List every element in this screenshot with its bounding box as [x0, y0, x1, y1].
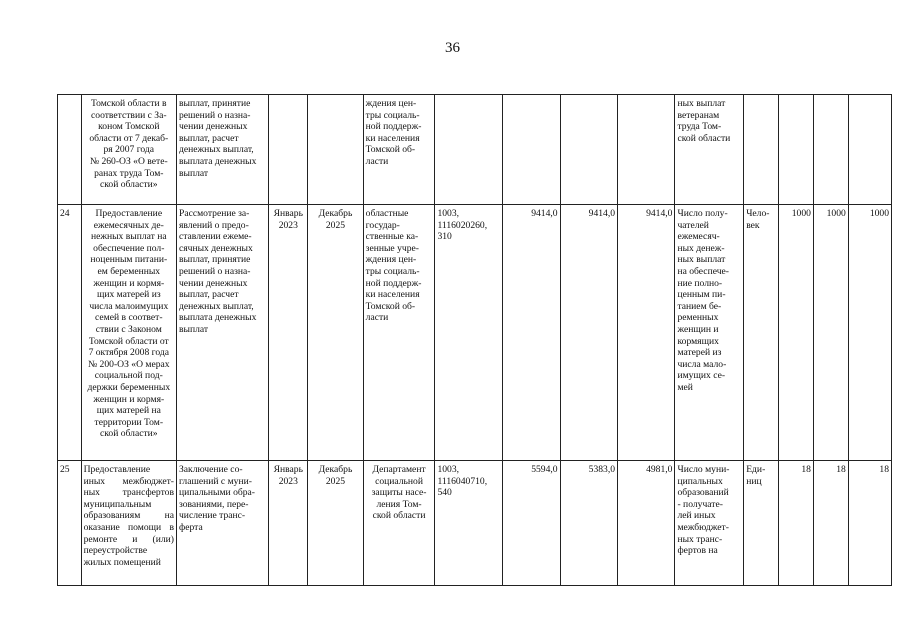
- measure-name: Предоставление ежемесячных де- нежных выплат на обеспечение пол- ноценным питани- ем беременных женщин и кормя- щих матерей из числа малоимущих семей в соответ- ствии с Законом Томской области от 7 октября 2008 года № 200-ОЗ «О мерах социальной под- держки беременных женщин и кормя- щих матерей на территории Том- ской области»: [81, 205, 176, 461]
- unit: [744, 95, 779, 205]
- measure-name: Предоставление иных межбюджет-ных трансфертов муниципальным образованиям на оказание помощи в ремонте и (или) переустройстве жилых помещений: [81, 461, 176, 586]
- indicator-2025: [848, 95, 891, 205]
- indicator-2025: 1000: [848, 205, 891, 461]
- indicator: Число муни- ципальных образований - получате- лей иных межбюджет- ных транс- фертов на: [675, 461, 744, 586]
- start-date: Январь 2023: [269, 461, 308, 586]
- indicator-2024: 1000: [813, 205, 848, 461]
- funding-2023: 9414,0: [503, 205, 560, 461]
- unit: Чело- век: [744, 205, 779, 461]
- indicator-2025: 18: [848, 461, 891, 586]
- funding-2025: 4981,0: [618, 461, 675, 586]
- table-row: [58, 95, 892, 205]
- executor: Департамент социальной защиты насе- ления Том- ской области: [363, 461, 435, 586]
- unit: Еди- ниц: [744, 461, 779, 586]
- measure-content: Рассмотрение за- явлений о предо- ставлении ежеме- сячных денежных выплат, принятие решений о назна- чении денежных выплат, расчет денежных выплат, выплата денежных выплат: [176, 205, 268, 461]
- indicator-2023: [779, 95, 814, 205]
- measure-content: Заключение со- глашений с муни- ципальными обра- зованиями, пере- числение транс- ферта: [176, 461, 268, 586]
- start-date: [269, 95, 308, 205]
- table-row: [58, 205, 892, 461]
- end-date: Декабрь 2025: [308, 461, 363, 586]
- funding-2025: 9414,0: [618, 205, 675, 461]
- budget-code: 1003, 1116040710, 540: [435, 461, 503, 586]
- indicator-2024: 18: [813, 461, 848, 586]
- end-date: Декабрь 2025: [308, 205, 363, 461]
- executor: областные государ- ственные ка- зенные учре- ждения цен- тры социаль- ной поддерж- ки населения Томской об- ласти: [363, 205, 435, 461]
- indicator: Число полу- чателей ежемесяч- ных денеж- ных выплат на обеспече- ние полно- ценным пи- танием бе- ременных женщин и кормящих матерей из числа мало- имущих се- мей: [675, 205, 744, 461]
- indicator: ных выплат ветеранам труда Том- ской области: [675, 95, 744, 205]
- indicator-2024: [813, 95, 848, 205]
- indicator-2023: 18: [779, 461, 814, 586]
- row-number: 25: [58, 461, 82, 586]
- row-number: 24: [58, 205, 82, 461]
- measure-name: Томской области в соответствии с За- коном Томской области от 7 декаб- ря 2007 года № 260-ОЗ «О вете- ранах труда Том- ской области»: [81, 95, 176, 205]
- budget-code: [435, 95, 503, 205]
- funding-2025: [618, 95, 675, 205]
- funding-2024: [560, 95, 617, 205]
- budget-code: 1003, 1116020260, 310: [435, 205, 503, 461]
- measure-content: выплат, принятие решений о назна- чении денежных выплат, расчет денежных выплат, выплата денежных выплат: [176, 95, 268, 205]
- end-date: [308, 95, 363, 205]
- funding-2023: [503, 95, 560, 205]
- funding-2024: 5383,0: [560, 461, 617, 586]
- program-table: [57, 94, 892, 586]
- table-row: [58, 461, 892, 586]
- start-date: Январь 2023: [269, 205, 308, 461]
- row-number: [58, 95, 82, 205]
- indicator-2023: 1000: [779, 205, 814, 461]
- funding-2023: 5594,0: [503, 461, 560, 586]
- funding-2024: 9414,0: [560, 205, 617, 461]
- page-number: 36: [445, 40, 460, 56]
- executor: ждения цен- тры социаль- ной поддерж- ки населения Томской об- ласти: [363, 95, 435, 205]
